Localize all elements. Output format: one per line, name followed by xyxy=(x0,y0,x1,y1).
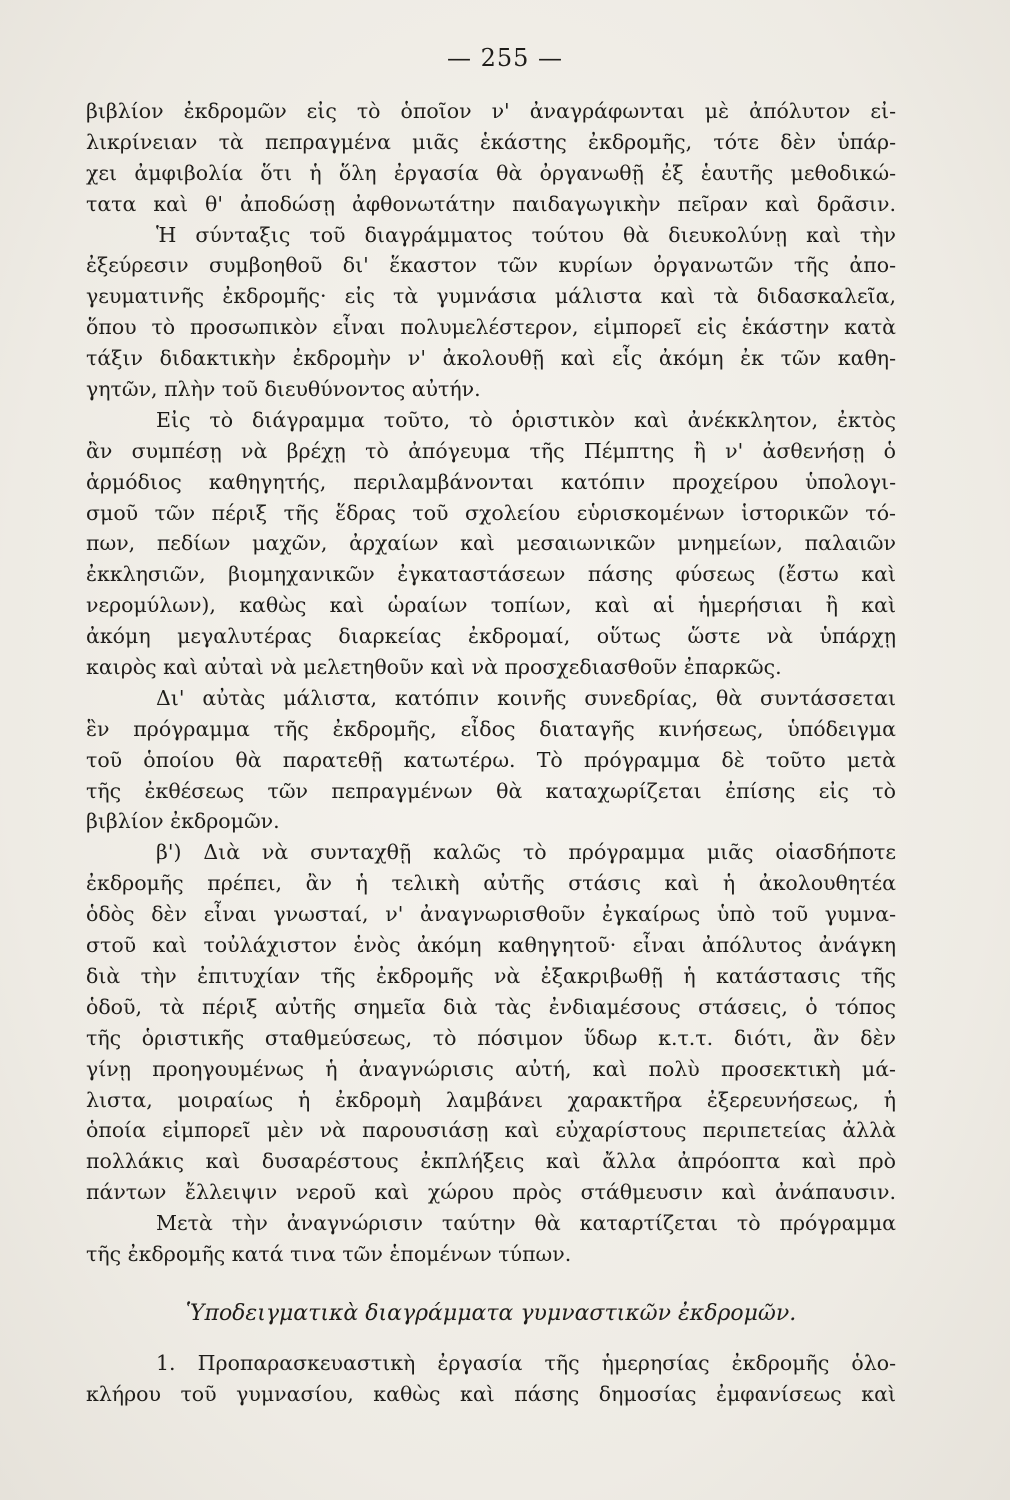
text-line: λικρίνειαν τὰ πεπραγμένα μιᾶς ἑκάστης ἐκδρομῆς, τότε δὲν ὑπάρ- xyxy=(86,129,896,154)
text-line: γητῶν, πλὴν τοῦ διευθύνοντος αὐτήν. xyxy=(86,377,481,402)
text-line: ἂν συμπέσῃ νὰ βρέχῃ τὸ ἀπόγευμα τῆς Πέμπτης ἢ ν' ἀσθενήσῃ ὁ xyxy=(86,438,896,463)
text-line: λιστα, μοιραίως ἡ ἐκδρομὴ λαμβάνει χαρακτῆρα ἐξερευνήσεως, ἡ xyxy=(86,1087,896,1112)
text-line: β') Διὰ νὰ συνταχθῇ καλῶς τὸ πρόγραμμα μιᾶς οἱασδήποτε xyxy=(156,840,896,865)
text-line: ἓν πρόγραμμα τῆς ἐκδρομῆς, εἶδος διαταγῆς κινήσεως, ὑπόδειγμα xyxy=(86,716,896,741)
text-line: ὅπου τὸ προσωπικὸν εἶναι πολυμελέστερον, εἰμπορεῖ εἰς ἑκάστην κατὰ xyxy=(86,315,896,340)
text-line: τῆς ἐκθέσεως τῶν πεπραγμένων θὰ καταχωρίζεται ἐπίσης εἰς τὸ xyxy=(86,778,896,803)
text-line: πάντων ἔλλειψιν νεροῦ καὶ χώρου πρὸς στάθμευσιν καὶ ἀνάπαυσιν. xyxy=(86,1180,896,1205)
text-line: ἐκκλησιῶν, βιομηχανικῶν ἐγκαταστάσεων πάσης φύσεως (ἔστω καὶ xyxy=(86,562,896,587)
text-line: διὰ τὴν ἐπιτυχίαν τῆς ἐκδρομῆς νὰ ἐξακριβωθῇ ἡ κατάστασις τῆς xyxy=(86,963,896,988)
text-line: ἐξεύρεσιν συμβοηθοῦ δι' ἕκαστον τῶν κυρίων ὀργανωτῶν τῆς ἀπο- xyxy=(86,253,896,278)
text-line: βιβλίον ἐκδρομῶν εἰς τὸ ὁποῖον ν' ἀναγράφωνται μὲ ἀπόλυτον εἰ- xyxy=(86,99,896,123)
text-line: τῆς ἐκδρομῆς κατά τινα τῶν ἑπομένων τύπων. xyxy=(86,1241,572,1266)
section-gap xyxy=(86,1270,896,1294)
heading-gap xyxy=(86,1334,896,1348)
body-text xyxy=(86,96,896,1410)
section-heading: Ὑποδειγματικὰ διαγράμματα γυμναστικῶν ἐκδρομῶν. xyxy=(185,1300,797,1326)
text-line: τατα καὶ θ' ἀποδώσῃ ἀφθονωτάτην παιδαγωγικὴν πεῖραν καὶ δρᾶσιν. xyxy=(86,191,896,216)
body-lines xyxy=(86,96,896,1270)
text-line: Ἡ σύνταξις τοῦ διαγράμματος τούτου θὰ διευκολύνῃ καὶ τὴν xyxy=(156,222,896,247)
text-line: Εἰς τὸ διάγραμμα τοῦτο, τὸ ὁριστικὸν καὶ ἀνέκκλητον, ἐκτὸς xyxy=(156,407,896,432)
text-line: πων, πεδίων μαχῶν, ἀρχαίων καὶ μεσαιωνικῶν μνημείων, παλαιῶν xyxy=(86,531,896,556)
text-line: ὁδοῦ, τὰ πέριξ αὐτῆς σημεῖα διὰ τὰς ἐνδιαμέσους στάσεις, ὁ τόπος xyxy=(86,994,896,1019)
text-line: ἀκόμη μεγαλυτέρας διαρκείας ἐκδρομαί, οὕτως ὥστε νὰ ὑπάρχῃ xyxy=(86,624,896,649)
text-line: ἐκδρομῆς πρέπει, ἂν ἡ τελικὴ αὐτῆς στάσις καὶ ἡ ἀκολουθητέα xyxy=(86,871,896,896)
text-line: 1. Προπαρασκευαστικὴ ἐργασία τῆς ἡμερησίας ἐκδρομῆς ὁλο- xyxy=(156,1350,896,1375)
text-line: Δι' αὐτὰς μάλιστα, κατόπιν κοινῆς συνεδρίας, θὰ συντάσσεται xyxy=(156,685,896,710)
text-line: τῆς ὁριστικῆς σταθμεύσεως, τὸ πόσιμον ὕδωρ κ.τ.τ. διότι, ἂν δὲν xyxy=(86,1025,896,1050)
text-line: νερομύλων), καθὼς καὶ ὡραίων τοπίων, καὶ αἱ ἡμερήσιαι ἢ καὶ xyxy=(86,593,896,618)
final-lines xyxy=(86,1348,896,1410)
text-line: τάξιν διδακτικὴν ἐκδρομὴν ν' ἀκολουθῇ καὶ εἷς ἀκόμη ἐκ τῶν καθη- xyxy=(86,346,896,371)
text-line: καιρὸς καὶ αὐταὶ νὰ μελετηθοῦν καὶ νὰ προσχεδιασθοῦν ἐπαρκῶς. xyxy=(86,655,782,680)
text-line: κλήρου τοῦ γυμνασίου, καθὼς καὶ πάσης δημοσίας ἐμφανίσεως καὶ xyxy=(86,1381,896,1406)
text-line: ὁδὸς δὲν εἶναι γνωσταί, ν' ἀναγνωρισθοῦν ἐγκαίρως ὑπὸ τοῦ γυμνα- xyxy=(86,902,896,927)
text-line: ἁρμόδιος καθηγητής, περιλαμβάνονται κατόπιν προχείρου ὑπολογι- xyxy=(86,469,896,494)
text-line: τοῦ ὁποίου θὰ παρατεθῇ κατωτέρω. Τὸ πρόγραμμα δὲ τοῦτο μετὰ xyxy=(86,747,896,772)
text-line: γίνῃ προηγουμένως ἡ ἀναγνώρισις αὐτή, καὶ πολὺ προσεκτικὴ μά- xyxy=(86,1056,896,1081)
text-line: ὁποία εἰμπορεῖ μὲν νὰ παρουσιάσῃ καὶ εὐχαρίστους περιπετείας ἀλλὰ xyxy=(86,1118,896,1143)
page-number: — 255 — xyxy=(446,44,564,72)
text-line: γευματινῆς ἐκδρομῆς· εἰς τὰ γυμνάσια μάλιστα καὶ τὰ διδασκαλεῖα, xyxy=(86,284,896,309)
text-line: βιβλίον ἐκδρομῶν. xyxy=(86,809,280,834)
text-line: Μετὰ τὴν ἀναγνώρισιν ταύτην θὰ καταρτίζεται τὸ πρόγραμμα xyxy=(156,1211,896,1236)
text-line: σμοῦ τῶν πέριξ τῆς ἕδρας τοῦ σχολείου εὑρισκομένων ἱστορικῶν τό- xyxy=(86,500,896,525)
text-line: πολλάκις καὶ δυσαρέστους ἐκπλήξεις καὶ ἄλλα ἀπρόοπτα καὶ πρὸ xyxy=(86,1149,896,1174)
text-line: χει ἀμφιβολία ὅτι ἡ ὅλη ἐργασία θὰ ὀργανωθῇ ἐξ ἑαυτῆς μεθοδικώ- xyxy=(86,160,896,185)
text-line: στοῦ καὶ τοὐλάχιστον ἑνὸς ἀκόμη καθηγητοῦ· εἶναι ἀπόλυτος ἀνάγκη xyxy=(86,933,896,958)
